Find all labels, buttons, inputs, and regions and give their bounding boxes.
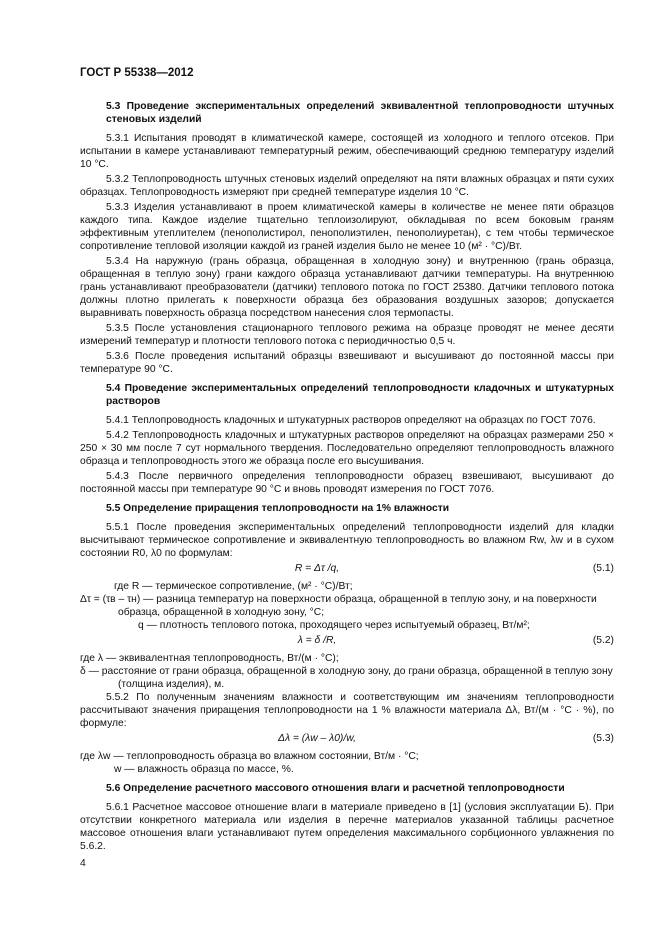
definition-w: w — влажность образца по массе, %. <box>114 764 294 775</box>
paragraph-5-6-1: 5.6.1 Расчетное массовое отношение влаги в материале приведено в [1] (условия эксплуатации Б). При отсутствии конкретного материала или изделия в перечне материалов указанной таблицы расчетное массовое отношения влаги устанавливают путем определения максимального сорбционного увлажнения по 5.6.2. <box>80 802 614 852</box>
section-5-6-title: 5.6 Определение расчетного массового отношения влаги и расчетной теплопроводности <box>106 783 565 794</box>
formula-5-2-number: (5.2) <box>592 635 614 646</box>
formula-5-2 <box>80 634 614 649</box>
formula-5-3-expression: Δλ = (λw – λ0)/w, <box>278 733 356 744</box>
paragraph-5-3-4: 5.3.4 На наружную (грань образца, обращенная в холодную зону) и внутреннюю (грань образца, обращенная в теплую зону) грани каждого образца устанавливают датчики температуры. На внутреннюю грань устанавливают преобразователи (датчики) теплового потока по ГОСТ 25380. Датчики теплового потока должны плотно прилегать к поверхности образца без образования воздушных зазоров; допускается выравнивать поверхность образца посредством нанесения слоя термопасты. <box>80 256 614 319</box>
document-body <box>80 94 614 855</box>
section-5-3-title: 5.3 Проведение экспериментальных определений эквивалентной теплопроводности штучных стеновых изделий <box>106 101 614 125</box>
formula-5-1-expression: R = Δτ /q, <box>294 563 340 574</box>
paragraph-5-3-6: 5.3.6 После проведения испытаний образцы взвешивают и высушивают до постоянной массы при температуре 90 °С. <box>80 351 614 375</box>
definition-q: q — плотность теплового потока, проходящего через испытуемый образец, Вт/м²; <box>138 620 530 631</box>
paragraph-5-4-3: 5.4.3 После первичного определения теплопроводности образец взвешивают, высушивают до постоянной массы при температуре 90 °С и вновь проводят измерения по ГОСТ 7076. <box>80 471 614 495</box>
definition-lambda-w: где λw — теплопроводность образца во влажном состоянии, Вт/м · °С; <box>80 751 419 762</box>
formula-5-3 <box>80 732 614 747</box>
paragraph-5-5-2: 5.5.2 По полученным значениям влажности и соответствующим им значениям теплопроводности рассчитывают значения приращения теплопроводности на 1 % влажности материала Δλ, Вт/(м · °С · %), по формуле: <box>80 692 614 729</box>
definition-lambda: где λ — эквивалентная теплопроводность, Вт/(м · °С); <box>80 653 339 664</box>
paragraph-5-3-3: 5.3.3 Изделия устанавливают в проем климатической камеры в количестве не менее пяти образцов каждого типа. Каждое изделие тщательно теплоизолируют, обкладывая по всем боковым граням эффективным утеплителем (пенополистирол, пенополиэтилен, пенополиуретан), с тем чтобы термическое сопротивление тепловой изоляции каждой из граней изделия было не менее 10 (м² · °С)/Вт. <box>80 202 614 252</box>
definition-delta-tau: Δτ = (τв – τн) — разница температур на поверхности образца, обращенной в теплую зону, и на поверхности образца, обращенной в холодную зону, °С; <box>80 594 597 618</box>
definition-R: где R — термическое сопротивление, (м² · °С)/Вт; <box>114 581 353 592</box>
paragraph-5-5-1: 5.5.1 После проведения экспериментальных определений теплопроводности изделий для кладки высчитывают термическое сопротивление и эквивалентную теплопроводность во влажном Rw, λw и в сухом состоянии R0, λ0 по формулам: <box>80 522 614 559</box>
page-number: 4 <box>80 858 86 869</box>
formula-5-2-expression: λ = δ /R, <box>297 635 337 646</box>
document-header: ГОСТ Р 55338—2012 <box>80 67 194 79</box>
paragraph-5-3-5: 5.3.5 После установления стационарного теплового режима на образце проводят не менее десяти измерений температур и плотности теплового потока с периодичностью 0,5 ч. <box>80 323 614 347</box>
formula-5-3-number: (5.3) <box>592 733 614 744</box>
section-5-5-title: 5.5 Определение приращения теплопроводности на 1% влажности <box>106 503 450 514</box>
definition-delta: δ — расстояние от грани образца, обращенной в холодную зону, до грани образца, обращенной в теплую зону (толщина изделия), м. <box>80 666 613 690</box>
paragraph-5-4-2: 5.4.2 Теплопроводность кладочных и штукатурных растворов определяют на образцах размерами 250 × 250 × 30 мм после 7 сут нормального твердения. Последовательно определяют теплопроводность влажного образца и теплопроводность этого же образца после его высушивания. <box>80 430 614 467</box>
formula-5-1-number: (5.1) <box>592 563 614 574</box>
paragraph-5-3-2: 5.3.2 Теплопроводность штучных стеновых изделий определяют на пяти влажных образцах и пяти сухих образцах. Теплопроводность измеряют при средней температуре изделия 10 °С. <box>80 174 614 198</box>
paragraph-5-3-1: 5.3.1 Испытания проводят в климатической камере, состоящей из холодного и теплого отсеков. При испытании в камере устанавливают температурный режим, обеспечивающий среднюю температуру изделий 10 °С. <box>80 133 614 170</box>
formula-5-1 <box>80 562 614 577</box>
paragraph-5-4-1: 5.4.1 Теплопроводность кладочных и штукатурных растворов определяют на образцах по ГОСТ 7076. <box>106 415 596 426</box>
section-5-4-title: 5.4 Проведение экспериментальных определений теплопроводности кладочных и штукатурных растворов <box>106 383 614 407</box>
